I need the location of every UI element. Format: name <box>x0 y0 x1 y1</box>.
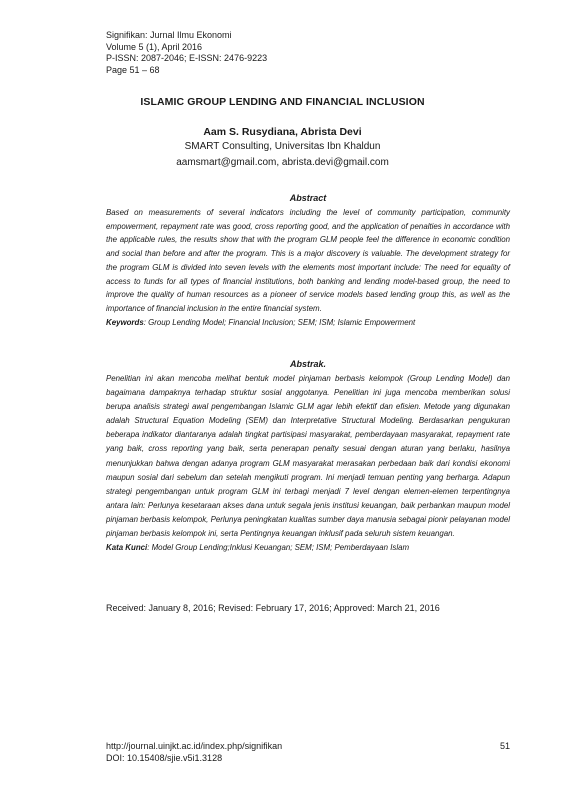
author-emails: aamsmart@gmail.com, abrista.devi@gmail.com <box>176 157 389 168</box>
doi: DOI: 10.15408/sjie.v5i1.3128 <box>106 752 223 763</box>
journal-url-link[interactable]: http://journal.uinjkt.ac.id/index.php/signifikan <box>106 741 283 751</box>
kata-kunci-label: Kata Kunci <box>106 543 148 553</box>
author-names: Aam S. Rusydiana, Abrista Devi <box>203 126 362 138</box>
page-number: 51 <box>500 741 511 751</box>
journal-name: Signifikan: Jurnal Ilmu Ekonomi <box>106 30 232 40</box>
page-footer <box>106 741 282 764</box>
journal-pages: Page 51 – 68 <box>106 64 160 75</box>
abstract-body: Based on measurements of several indicators including the level of community participation, community empowerment, repayment rate was good, cross reporting good, and the application of penalties in accordance with the applicable rules, the results show that with the program GLM people feel the difference in economic condition and social than before and after the program. This is a major discovery is valuable. The development strategy for the program GLM is divided into seven levels with the elements most important include: The need for equality of access to funds for all types of financial institutions, both banking and lending model-based group, the need to improve the quality of human resources as a pioneer of service models based lending group this, as well as the importance of financial inclusion in the entire financial system. <box>106 208 510 313</box>
journal-issn: P-ISSN: 2087-2046; E-ISSN: 2476-9223 <box>106 53 268 63</box>
author-affiliation: SMART Consulting, Universitas Ibn Khaldun <box>184 141 381 152</box>
author-block <box>0 125 565 171</box>
abstract-english <box>106 192 510 329</box>
keywords-label: Keywords <box>106 317 144 327</box>
abstract-indonesian <box>106 358 510 554</box>
keywords-list: : Group Lending Model; Financial Inclusion; SEM; ISM; Islamic Empowerment <box>143 317 416 327</box>
abstrak-heading: Abstrak. <box>289 359 326 369</box>
kata-kunci-list: : Model Group Lending;Inklusi Keuangan; SEM; ISM; Pemberdayaan Islam <box>147 543 410 553</box>
abstract-heading: Abstract <box>289 193 327 203</box>
kata-kunci-line <box>106 541 510 554</box>
journal-header <box>106 30 267 76</box>
abstrak-body: Penelitian ini akan mencoba melihat bentuk model pinjaman berbasis kelompok (Group Lending Model) dan bagaimana dampaknya terhadap struktur sosial anggotanya. Penelitian ini juga mencoba memberikan solusi berupa analisis strategi awal pengembangan Islamic GLM agar lebih efektif dan efisien. Metode yang digunakan adalah Structural Equation Modeling (SEM) dan Interpretative Structural Modeling. Berdasarkan pengukuran beberapa indikator diantaranya adalah tingkat partisipasi masyarakat, pemberdayaan masyarakat, repayment rate yang baik, cross reporting yang baik, serta penerapan penalty sesuai dengan aturan yang berlaku, hasilnya menunjukkan bahwa dengan adanya program GLM masyarakat merasakan perbedaan baik dari kondisi ekonomi maupun sosial dari sebelum dan setelah mengikuti program. Ini menjadi temuan penting yang berharga. Adapun strategi pengembangan untuk program GLM ini terbagi menjadi 7 level dengan elemen-elemen terpentingnya antara lain: Perlunya kesetaraan akses dana untuk segala jenis institusi keuangan, baik perbankan maupun model pinjaman berbasis kelompok, Perlunya peningkatan kualitas sumber daya manusia sebagai pionir pelayanan model pinjaman berbasis kelompok ini, serta Pentingnya keuangan inklusif pada seluruh sistem keuangan. <box>106 374 510 539</box>
submission-dates: Received: January 8, 2016; Revised: February 17, 2016; Approved: March 21, 2016 <box>106 603 440 613</box>
article-title: ISLAMIC GROUP LENDING AND FINANCIAL INCLUSION <box>140 96 425 108</box>
keywords-line <box>106 316 510 329</box>
journal-volume: Volume 5 (1), April 2016 <box>106 41 203 52</box>
